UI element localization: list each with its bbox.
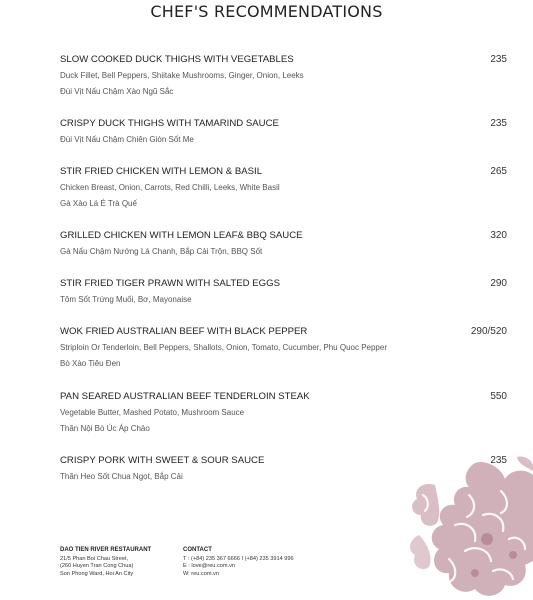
item-name: CRISPY PORK WITH SWEET & SOUR SAUCE: [60, 455, 265, 466]
item-price: 320: [490, 230, 507, 241]
menu-item: [60, 278, 507, 305]
address-line: 21/5 Phan Boi Chau Street,: [60, 555, 129, 562]
item-description-vn: Bò Xào Tiêu Đen: [60, 359, 121, 368]
item-description-vn: Đùi Vịt Nấu Chậm Chiên Giòn Sốt Me: [60, 135, 194, 144]
item-description: Striploin Or Tenderloin, Bell Peppers, Shallots, Onion, Tomato, Cucumber, Phu Quoc Pepper: [60, 343, 387, 352]
contact-phone: T : (+84) 235 367 6666 I (+84) 235 3914 996: [183, 555, 294, 562]
item-description-vn: Thăn Heo Sốt Chua Ngọt, Bắp Cải: [60, 472, 183, 481]
item-name: STIR FRIED TIGER PRAWN WITH SALTED EGGS: [60, 278, 280, 289]
contact-email: E : love@reu.com.vn: [183, 563, 236, 569]
contact-website: W: reu.com.vn: [183, 570, 219, 577]
item-description: Duck Fillet, Bell Peppers, Shiitake Mushrooms, Ginger, Onion, Leeks: [60, 71, 304, 80]
menu-item: [60, 230, 507, 257]
item-name: CRISPY DUCK THIGHS WITH TAMARIND SAUCE: [60, 118, 279, 129]
menu-item: [60, 391, 507, 434]
menu-item: [60, 118, 507, 145]
item-price: 235: [490, 54, 507, 65]
menu-item: [60, 166, 507, 209]
address-line: (260 Huyen Tran Cong Chua): [60, 563, 134, 569]
item-name: PAN SEARED AUSTRALIAN BEEF TENDERLOIN STEAK: [60, 391, 310, 402]
item-description-vn: Gà Xào Lá É Trà Quế: [60, 199, 137, 208]
page-title: CHEF'S RECOMMENDATIONS: [150, 2, 383, 21]
item-description-vn: Gà Nấu Chậm Nướng Lá Chanh, Bắp Cải Trộn, BBQ Sốt: [60, 247, 263, 256]
restaurant-address: [60, 547, 151, 578]
item-description: Chicken Breast, Onion, Carrots, Red Chilli, Leeks, White Basil: [60, 183, 280, 192]
menu-item: [60, 326, 507, 369]
contact-heading: CONTACT: [183, 547, 212, 553]
item-price: 265: [490, 166, 507, 177]
item-description-vn: Thăn Nội Bò Úc Áp Chảo: [60, 424, 150, 433]
address-line: Son Phong Ward, Hoi An City: [60, 570, 134, 577]
item-name: SLOW COOKED DUCK THIGHS WITH VEGETABLES: [60, 54, 294, 65]
decorative-flower-illustration: [405, 455, 533, 600]
item-description-vn: Tôm Sốt Trứng Muối, Bơ, Mayonaise: [60, 295, 192, 304]
item-name: STIR FRIED CHICKEN WITH LEMON & BASIL: [60, 166, 263, 177]
item-description: Vegetable Butter, Mashed Potato, Mushroom Sauce: [60, 408, 245, 417]
restaurant-name: DAO TIEN RIVER RESTAURANT: [60, 547, 152, 553]
item-price: 550: [490, 391, 507, 402]
contact-info: [183, 547, 294, 578]
item-price: 290/520: [470, 326, 507, 337]
menu-item: [60, 54, 507, 97]
item-name: WOK FRIED AUSTRALIAN BEEF WITH BLACK PEPPER: [60, 326, 308, 337]
item-price: 235: [490, 118, 507, 129]
item-price: 290: [490, 278, 507, 289]
item-name: GRILLED CHICKEN WITH LEMON LEAF& BBQ SAUCE: [60, 230, 303, 241]
item-description-vn: Đùi Vịt Nấu Chậm Xào Ngũ Sắc: [60, 87, 174, 96]
item-price: 235: [490, 455, 507, 466]
